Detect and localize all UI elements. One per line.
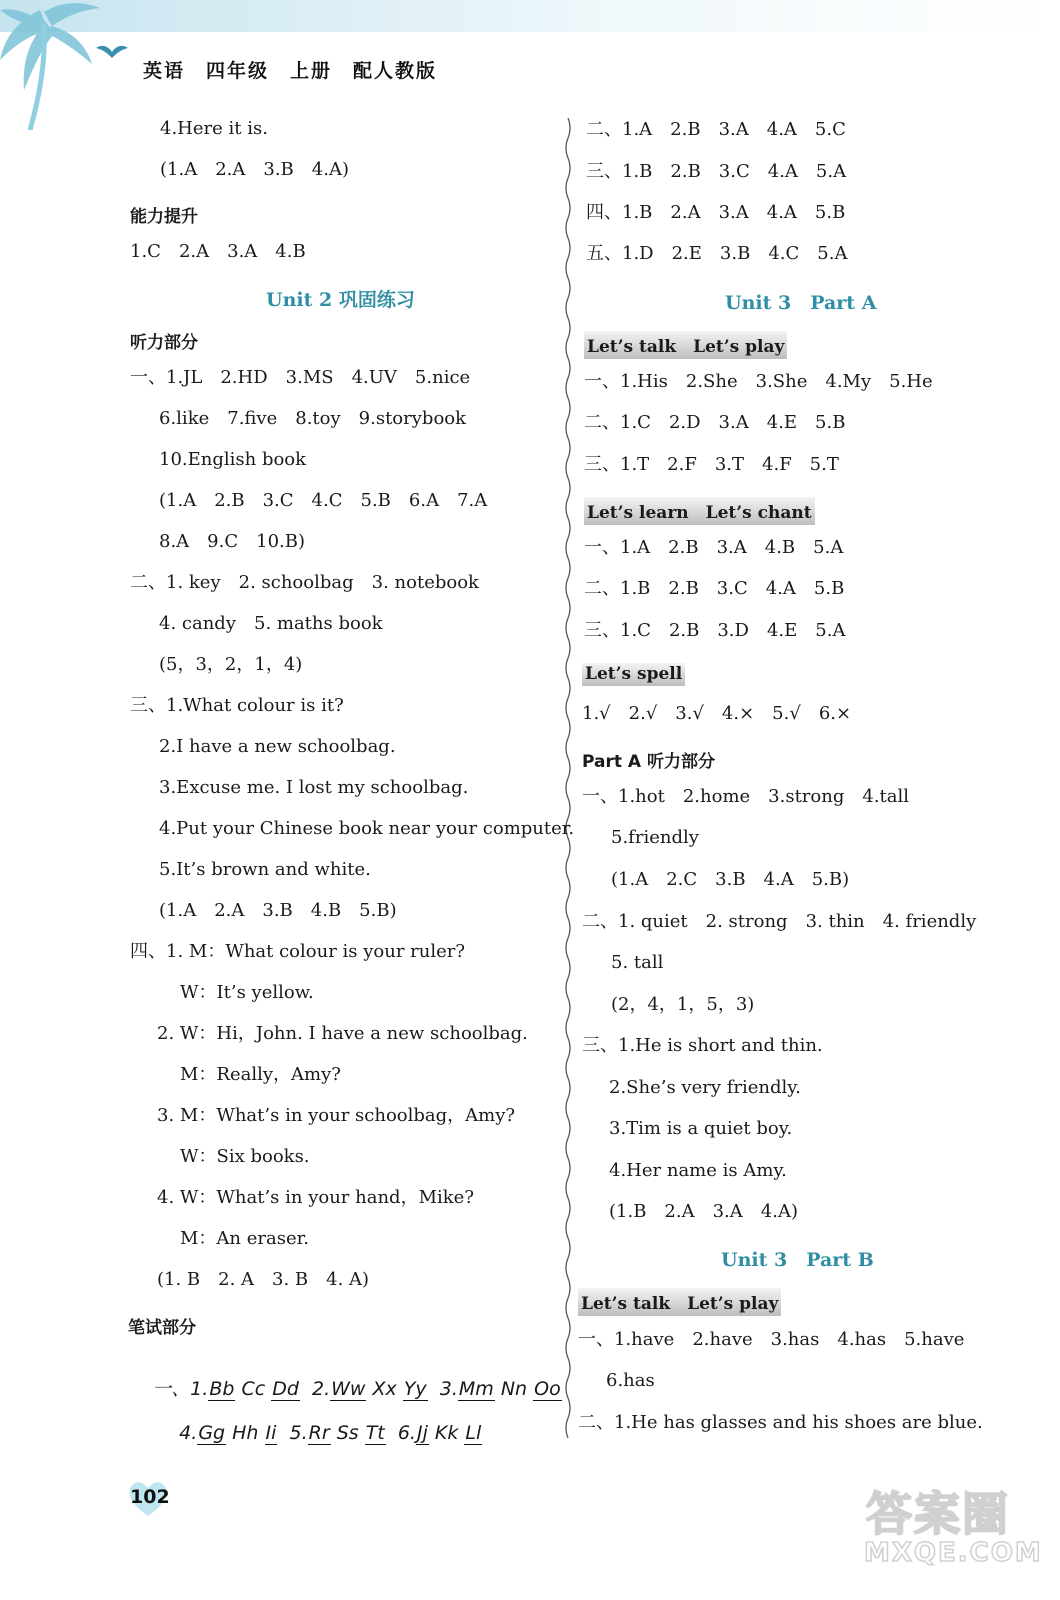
section-heading: 能力提升 — [130, 207, 198, 227]
answer-line: 四、1.B 2.A 3.A 4.A 5.B — [586, 202, 846, 223]
answer-line: 2. W：Hi，John. I have a new schoolbag. — [157, 1023, 528, 1044]
handwritten-letter: Oo — [534, 1378, 561, 1400]
section-tag: Let’s learn Let’s chant — [584, 497, 815, 525]
answer-line: 8.A 9.C 10.B) — [159, 531, 305, 552]
answer-line: 3.Tim is a quiet boy. — [609, 1118, 793, 1139]
section-tag: Let’s talk Let’s play — [584, 331, 787, 359]
section-tag: Let’s spell — [582, 663, 685, 686]
answer-line: (2，4，1，5，3) — [611, 994, 755, 1015]
answer-line: 三、1.What colour is it? — [130, 695, 344, 716]
answer-line: 三、1.He is short and thin. — [582, 1035, 823, 1056]
handwritten-letter: Jj — [416, 1422, 428, 1444]
answer-line: (1. B 2. A 3. B 4. A) — [157, 1269, 370, 1290]
handwritten-letter: Rr — [308, 1422, 330, 1444]
answer-line: 二、1.A 2.B 3.A 4.A 5.C — [586, 119, 846, 140]
answer-line: M：Really，Amy? — [180, 1064, 341, 1085]
answer-line: 5.friendly — [611, 827, 699, 848]
answer-line: 一、1.hot 2.home 3.strong 4.tall — [582, 786, 910, 807]
section-heading: Part A 听力部分 — [582, 752, 715, 772]
answer-line: 3. M：What’s in your schoolbag，Amy? — [157, 1105, 516, 1126]
answer-line: 二、1.He has glasses and his shoes are blue. — [578, 1412, 983, 1433]
answer-line: 4.Put your Chinese book near your computer. — [159, 818, 575, 839]
handwritten-letter: Mm — [458, 1378, 494, 1400]
answer-line: 2.She’s very friendly. — [609, 1077, 801, 1098]
answer-line: 5. tall — [611, 952, 664, 973]
answer-line: 二、1.C 2.D 3.A 4.E 5.B — [584, 412, 846, 433]
watermark-logo — [858, 1478, 1043, 1578]
section-tag: Let’s talk Let’s play — [578, 1288, 781, 1316]
answer-line: (1.B 2.A 3.A 4.A) — [609, 1201, 798, 1222]
answer-line: 4.Here it is. — [160, 118, 268, 139]
handwritten-letter: Nn — [494, 1378, 534, 1400]
header-band — [0, 0, 1060, 32]
answer-line: (1.A 2.B 3.C 4.C 5.B 6.A 7.A — [159, 490, 488, 511]
answer-line: 一、1.His 2.She 3.She 4.My 5.He — [584, 371, 933, 392]
answer-line: 一、1.A 2.B 3.A 4.B 5.A — [584, 537, 844, 558]
answer-line: 二、1. key 2. schoolbag 3. notebook — [130, 572, 479, 593]
palm-tree-icon — [0, 0, 140, 130]
section-heading: 听力部分 — [130, 333, 198, 353]
page-number-badge — [126, 1476, 170, 1520]
item-number: 4. — [179, 1422, 198, 1444]
handwriting-line — [155, 1400, 482, 1466]
handwritten-letter: Dd — [272, 1378, 299, 1400]
answer-line: (1.A 2.A 3.B 4.A) — [160, 159, 349, 180]
answer-line: 一、1.JL 2.HD 3.MS 4.UV 5.nice — [130, 367, 471, 388]
answer-line: (1.A 2.C 3.B 4.A 5.B) — [611, 869, 850, 890]
answer-line: 4. W：What’s in your hand，Mike? — [157, 1187, 474, 1208]
answer-line: 四、1. M：What colour is your ruler? — [130, 941, 466, 962]
answer-line: 三、1.B 2.B 3.C 4.A 5.A — [586, 161, 847, 182]
handwritten-letter: Xx — [366, 1378, 403, 1400]
item-number: 6. — [385, 1422, 416, 1444]
watermark-text: 答案圈 — [866, 1487, 1010, 1541]
unit-heading: Unit 3 Part B — [721, 1249, 874, 1271]
answer-line: 5.It’s brown and white. — [159, 859, 371, 880]
item-number: 3. — [427, 1378, 458, 1400]
watermark-url: MXQE.COM — [864, 1538, 1043, 1568]
answer-line: 4. candy 5. maths book — [159, 613, 383, 634]
header-title: 英语 四年级 上册 配人教版 — [143, 60, 438, 82]
handwritten-letter: Bb — [209, 1378, 235, 1400]
handwritten-letter: Ii — [265, 1422, 277, 1444]
unit-heading: Unit 3 Part A — [725, 292, 877, 314]
answer-line: 三、1.T 2.F 3.T 4.F 5.T — [584, 454, 839, 475]
unit-heading: Unit 2 巩固练习 — [266, 289, 415, 311]
answer-line: 1.√ 2.√ 3.√ 4.× 5.√ 6.× — [582, 703, 852, 724]
handwritten-letter: Ll — [465, 1422, 482, 1444]
section-heading: 笔试部分 — [128, 1318, 196, 1338]
answer-line: 二、1.B 2.B 3.C 4.A 5.B — [584, 578, 845, 599]
answer-line: M：An eraser. — [180, 1228, 309, 1249]
answer-line: 3.Excuse me. I lost my schoolbag. — [159, 777, 469, 798]
answer-line: 6.has — [606, 1370, 655, 1391]
handwritten-letter: Tt — [365, 1422, 385, 1444]
answer-line: (5，3，2，1，4) — [159, 654, 303, 675]
answer-line: 10.English book — [159, 449, 307, 470]
handwritten-letter: Yy — [403, 1378, 427, 1400]
answer-line: 2.I have a new schoolbag. — [159, 736, 396, 757]
handwritten-letter: Ww — [331, 1378, 366, 1400]
handwritten-letter: Cc — [235, 1378, 272, 1400]
answer-line: 二、1. quiet 2. strong 3. thin 4. friendly — [582, 911, 977, 932]
page-number: 102 — [130, 1486, 170, 1508]
answer-line: 6.like 7.five 8.toy 9.storybook — [159, 408, 467, 429]
answer-line: W：It’s yellow. — [180, 982, 314, 1003]
answer-line: 1.C 2.A 3.A 4.B — [130, 241, 306, 262]
item-number: 5. — [277, 1422, 308, 1444]
answer-line: 4.Her name is Amy. — [609, 1160, 787, 1181]
item-number: 2. — [299, 1378, 331, 1400]
handwritten-letter: Ss — [330, 1422, 365, 1444]
answer-line: W：Six books. — [180, 1146, 310, 1167]
handwritten-letter: Gg — [198, 1422, 226, 1444]
column-divider — [563, 118, 573, 1438]
handwritten-letter: Hh — [226, 1422, 265, 1444]
answer-line: (1.A 2.A 3.B 4.B 5.B) — [159, 900, 397, 921]
answer-line: 五、1.D 2.E 3.B 4.C 5.A — [586, 243, 848, 264]
handwritten-letter: Kk — [428, 1422, 465, 1444]
answer-line: 一、1.have 2.have 3.has 4.has 5.have — [578, 1329, 965, 1350]
item-number: 一、1. — [152, 1378, 209, 1400]
answer-line: 三、1.C 2.B 3.D 4.E 5.A — [584, 620, 846, 641]
